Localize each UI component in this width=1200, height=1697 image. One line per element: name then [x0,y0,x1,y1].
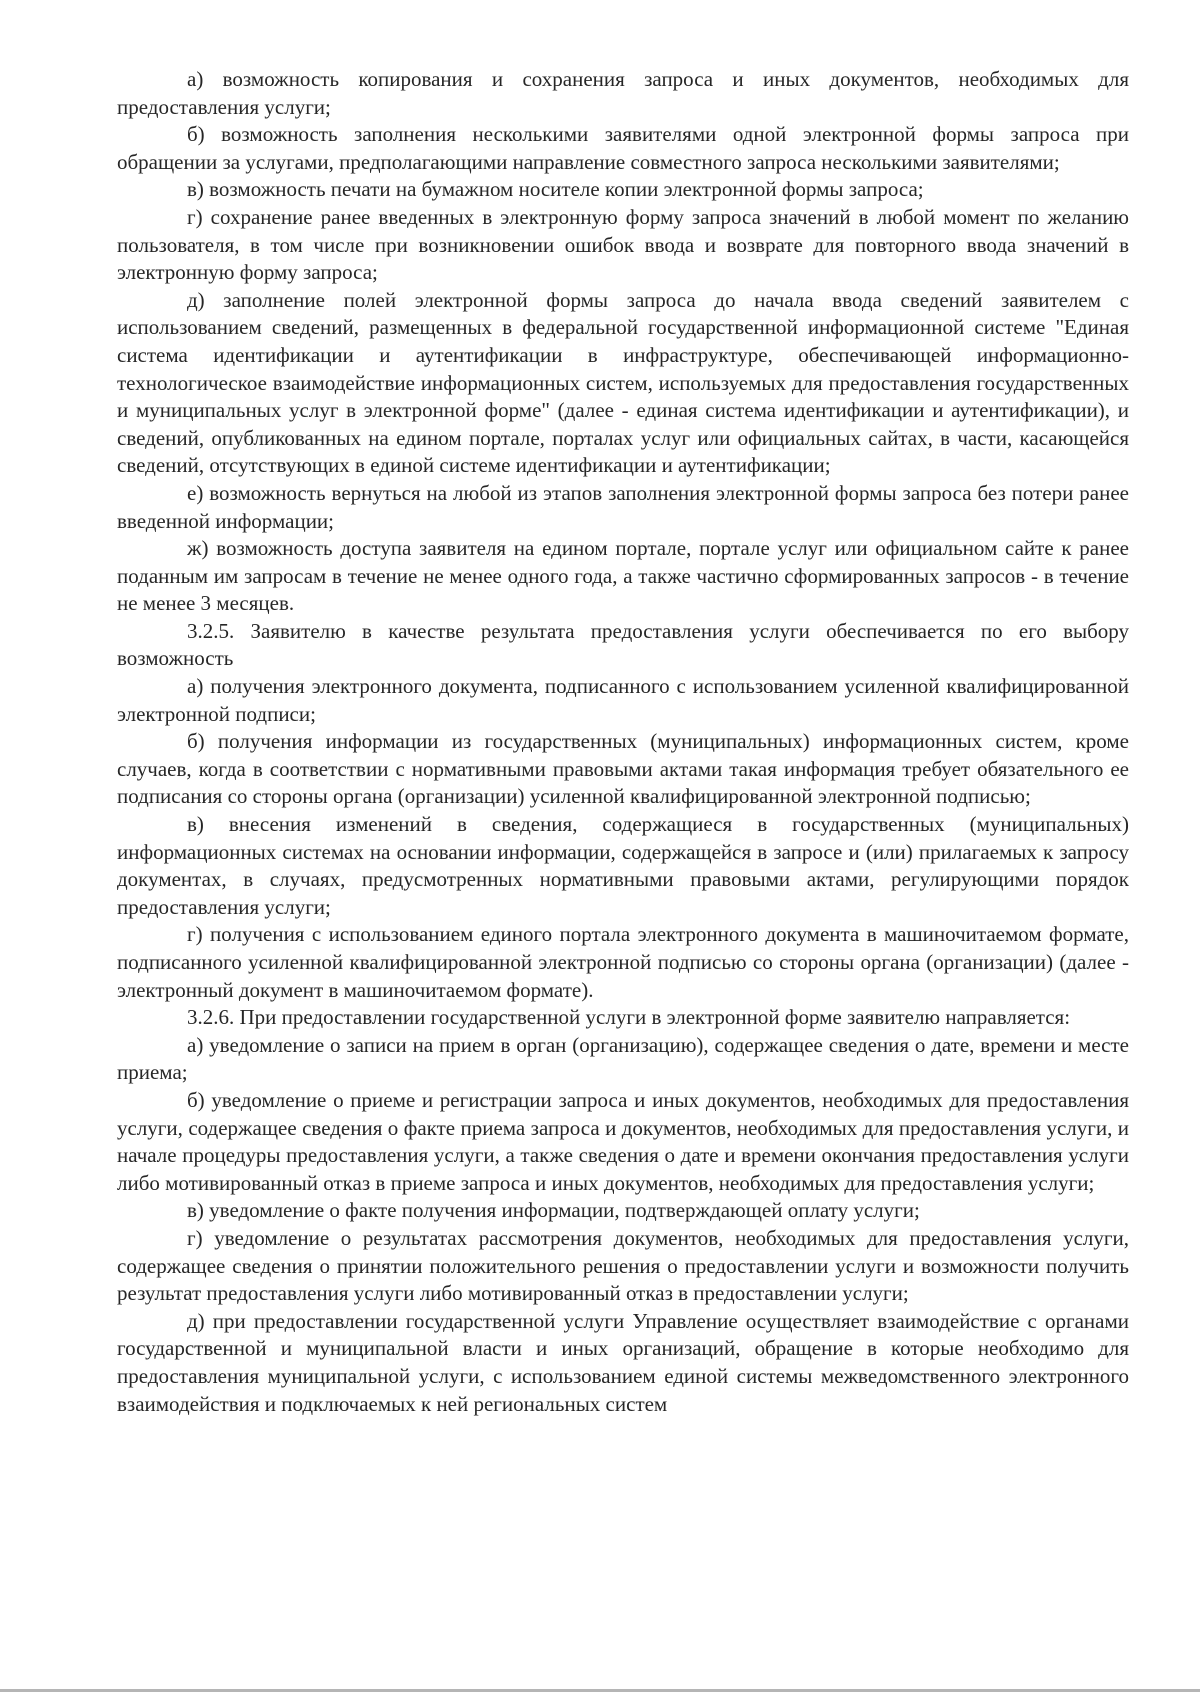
paragraph-9: а) получения электронного документа, подписанного с использованием усиленной квалифицированной электронной подписи; [117,674,1129,726]
paragraph-4: г) сохранение ранее введенных в электронную форму запроса значений в любой момент по желанию пользователя, в том числе при возникновении ошибок ввода и возврате для повторного ввода значений в электронную форму запроса; [117,204,1129,285]
section-3-2-6-intro: 3.2.6. При предоставлении государственной услуги в электронной форме заявителю направляется: [187,1005,1071,1030]
paragraph-10: б) получения информации из государственных (муниципальных) информационных систем, кроме случаев, когда в соответствии с нормативными правовыми актами такая информация требует обязательного ее подписания со стороны органа (организации) усиленной квалифицированной электронной подписью; [117,729,1129,809]
section-3-2-5-intro: 3.2.5. Заявителю в качестве результата предоставления услуги обеспечивается по его выбору возможность [117,618,1129,671]
paragraph-18: д) при предоставлении государственной услуги Управление осуществляет взаимодействие с органами государственной и муниципальной власти и иных организаций, обращение в которые необходимо для предоставления муниципальной услуги, с использованием единой системы межведомственного электронного взаимодействия и подключаемых к ней региональных систем [117,1308,1129,1416]
scan-bottom-edge [0,1689,1200,1692]
paragraph-11: в) внесения изменений в сведения, содержащиеся в государственных (муниципальных) информационных системах на основании информации, содержащейся в запросе и (или) прилагаемых к запросу документах, в случаях, предусмотренных нормативными правовыми актами, регулирующими порядок предоставления услуги; [117,812,1129,919]
paragraph-1: а) возможность копирования и сохранения запроса и иных документов, необходимых для предоставления услуги; [117,67,1129,119]
paragraph-7: ж) возможность доступа заявителя на едином портале, портале услуг или официальном сайте к ранее поданным им запросам в течение не менее одного года, а также частично сформированных запросов - в течение не менее 3 месяцев. [117,536,1129,616]
paragraph-12: г) получения с использованием единого портала электронного документа в машиночитаемом формате, подписанного усиленной квалифицированной электронной подписью со стороны органа (организации) (далее - электронный документ в машиночитаемом формате). [117,922,1129,1002]
document-page [117,66,1129,1418]
paragraph-6: е) возможность вернуться на любой из этапов заполнения электронной формы запроса без потери ранее введенной информации; [117,480,1129,533]
paragraph-2: б) возможность заполнения несколькими заявителями одной электронной формы запроса при обращении за услугами, предполагающими направление совместного запроса несколькими заявителями; [117,122,1129,174]
paragraph-14: а) уведомление о записи на прием в орган (организацию), содержащее сведения о дате, времени и месте приема; [117,1032,1129,1085]
paragraph-15: б) уведомление о приеме и регистрации запроса и иных документов, необходимых для предоставления услуги, содержащее сведения о факте приема запроса и документов, необходимых для предоставления услуги, и начале процедуры предоставления услуги, а также сведения о дате и времени окончания предоставления услуги либо мотивированный отказ в приеме запроса и иных документов, необходимых для предоставления услуги; [117,1087,1129,1195]
paragraph-17: г) уведомление о результатах рассмотрения документов, необходимых для предоставления услуги, содержащее сведения о принятии положительного решения о предоставлении услуги и возможности получить результат предоставления услуги либо мотивированный отказ в предоставлении услуги; [117,1225,1129,1306]
paragraph-3: в) возможность печати на бумажном носителе копии электронной формы запроса; [187,177,924,202]
paragraph-5: д) заполнение полей электронной формы запроса до начала ввода сведений заявителем с использованием сведений, размещенных в федеральной государственной информационной системе "Единая система идентификации и аутентификации в инфраструктуре, обеспечивающей информационно-технологическое взаимодействие информационных систем, используемых для предоставления государственных и муниципальных услуг в электронной форме" (далее - единая система идентификации и аутентификации), и сведений, опубликованных на едином портале, порталах услуг или официальных сайтах, в части, касающейся сведений, отсутствующих в единой системе идентификации и аутентификации; [117,287,1129,478]
paragraph-16: в) уведомление о факте получения информации, подтверждающей оплату услуги; [187,1198,920,1223]
